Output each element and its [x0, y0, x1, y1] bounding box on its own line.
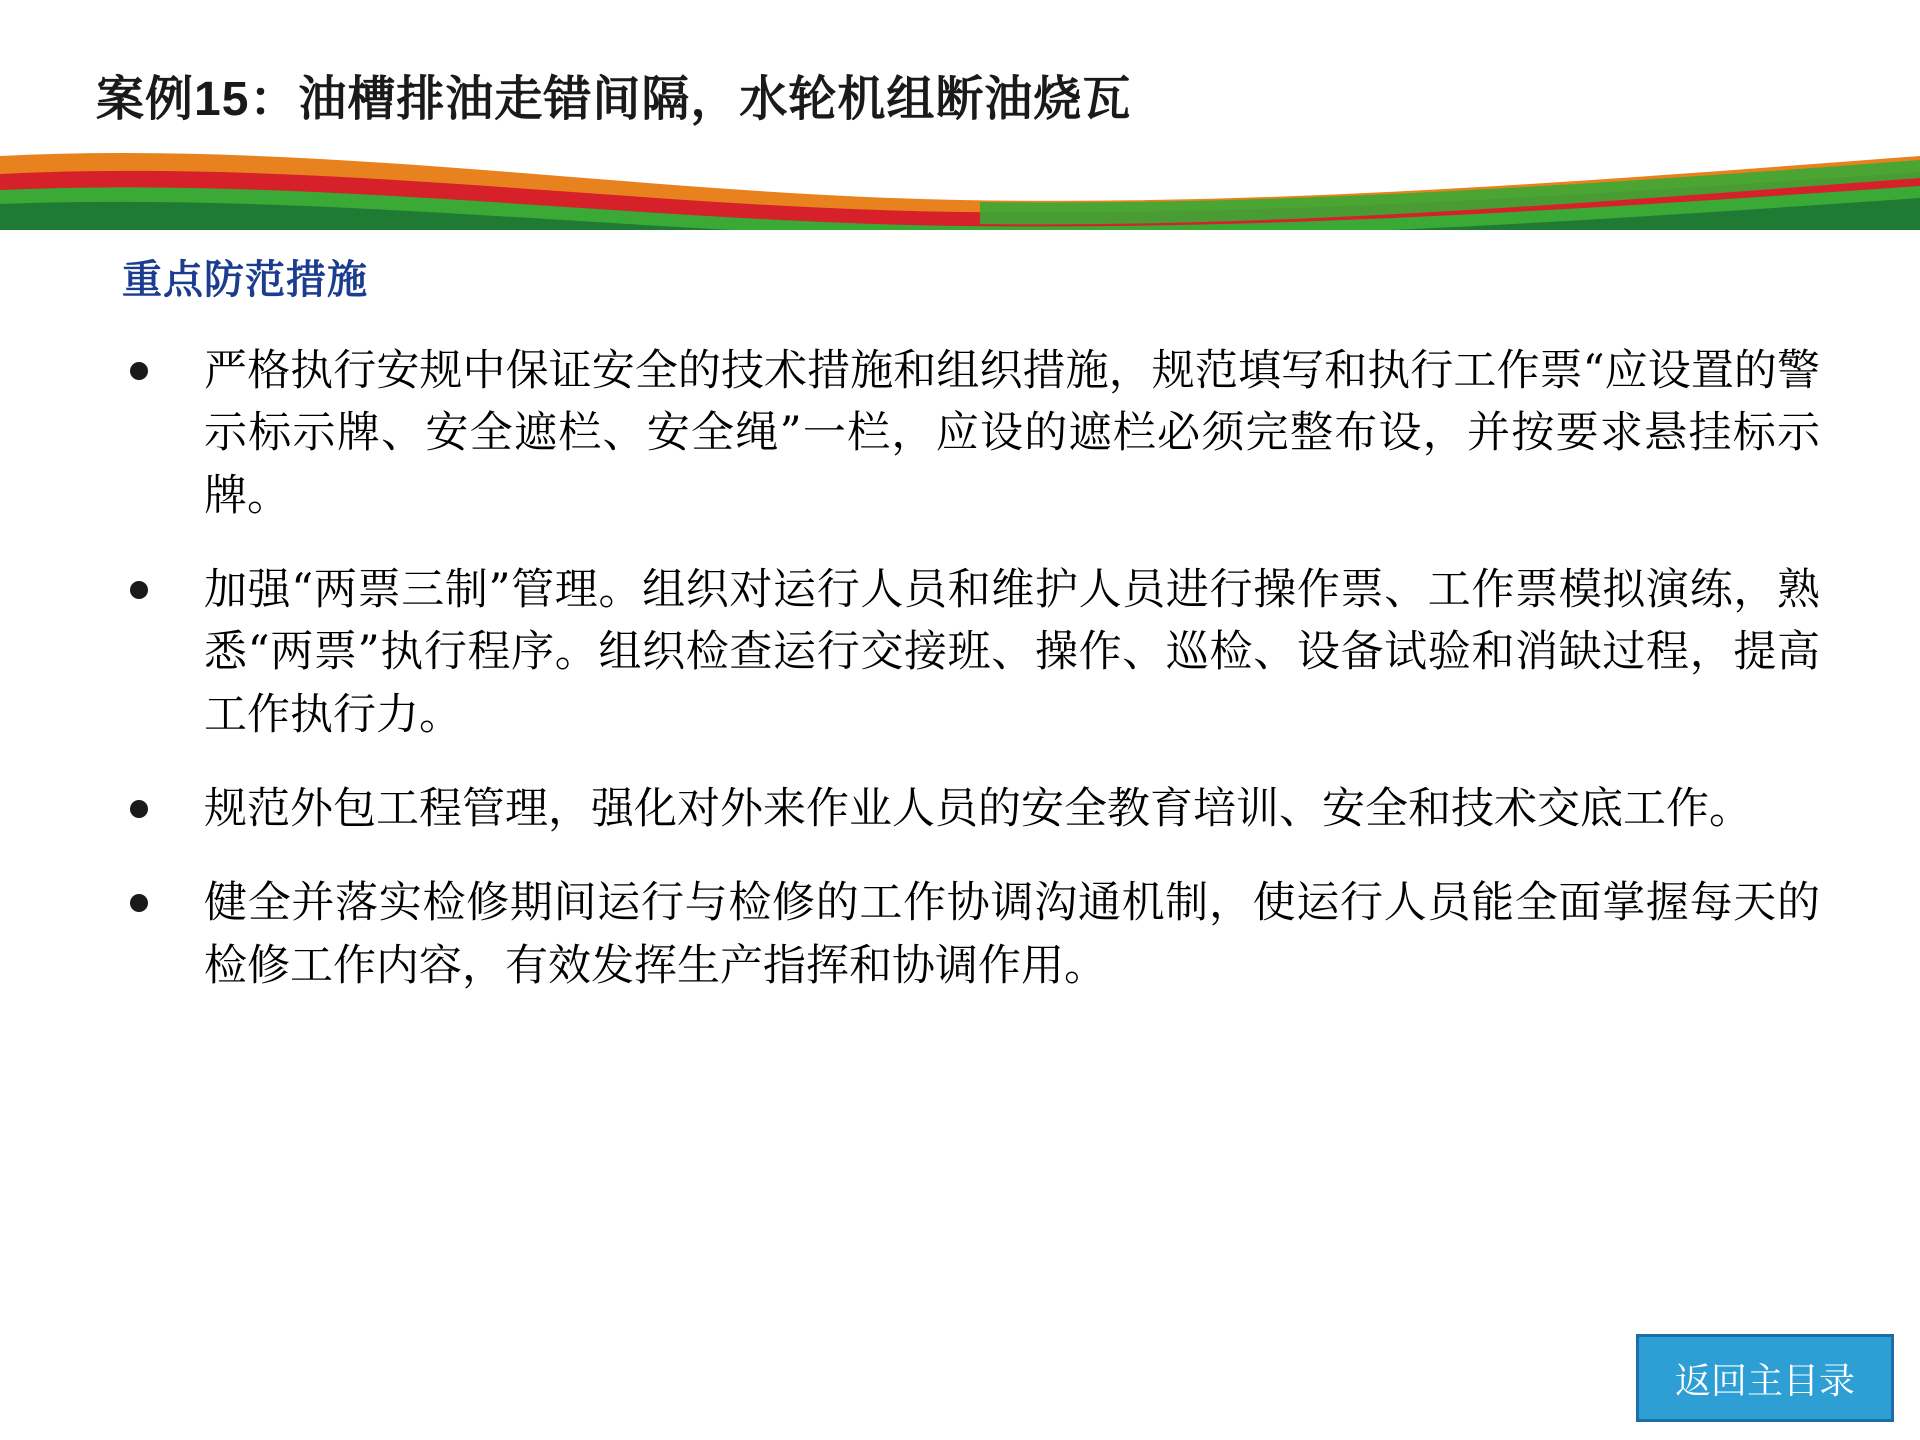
- list-item-text: 加强“两票三制”管理。组织对运行人员和维护人员进行操作票、工作票模拟演练，熟悉“两票”执行程序。组织检查运行交接班、操作、巡检、设备试验和消缺过程，提高工作执行力。: [204, 565, 1820, 740]
- bullet-dot-icon: [130, 894, 148, 912]
- page-title: 案例15：油槽排油走错间隔，水轮机组断油烧瓦: [96, 73, 1132, 127]
- list-item: [120, 340, 1820, 527]
- return-to-main-menu-button[interactable]: 返回主目录: [1636, 1334, 1894, 1422]
- list-item: [120, 872, 1820, 997]
- list-item: [120, 559, 1820, 746]
- bullet-dot-icon: [130, 581, 148, 599]
- bullet-dot-icon: [130, 362, 148, 380]
- section-heading: 重点防范措施: [122, 258, 368, 302]
- decorative-color-band: [0, 150, 1920, 230]
- list-item-text: 严格执行安规中保证安全的技术措施和组织措施，规范填写和执行工作票“应设置的警示标示牌、安全遮栏、安全绳”一栏，应设的遮栏必须完整布设，并按要求悬挂标示牌。: [204, 346, 1820, 521]
- list-item: [120, 778, 1820, 840]
- bullet-list: [120, 340, 1820, 1029]
- band-swoosh-icon: [0, 150, 1920, 230]
- list-item-text: 规范外包工程管理，强化对外来作业人员的安全教育培训、安全和技术交底工作。: [204, 784, 1752, 835]
- bullet-dot-icon: [130, 800, 148, 818]
- list-item-text: 健全并落实检修期间运行与检修的工作协调沟通机制，使运行人员能全面掌握每天的检修工作内容，有效发挥生产指挥和协调作用。: [204, 878, 1820, 991]
